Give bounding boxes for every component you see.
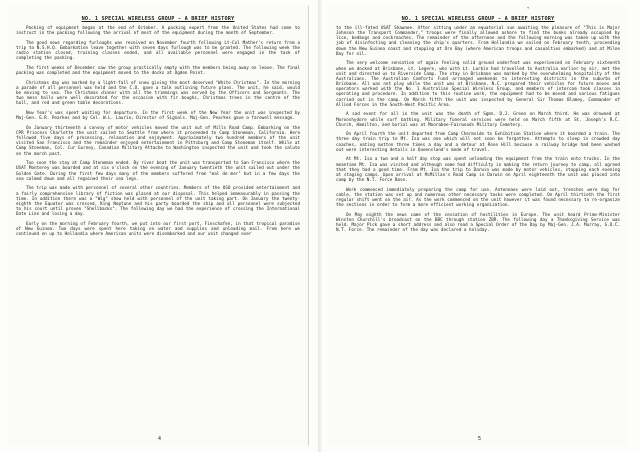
book-gutter	[318, 0, 322, 452]
left-paragraph: Christmas day was marked by a light-fall of snow giving the most deserved "White Christmas". In the morning a parade of all personnel was held and the C.O. gave a talk outlining future plans. The unit, he said, would be moving to sea. The Christmas dinner with all the trimmings was served by the Officers and Sergeants. The two mess halls were well decorated for the occasion with fir boughs, Christmas trees in the centre of the hall, and red and green table decorations.	[16, 80, 300, 107]
right-paragraph: A sad event for all in the unit was the death of Sgmn. D.J. Green on March third. He was drowned at Marooshydore while surf bathing. Military funeral services were held on March fifth at St. Joseph's R.C. Church, Hamilton, and burial was at Moorabee-Fairwoods Military Cemetery.	[336, 112, 620, 128]
left-paragraph: On January thirteenth a convoy of motor vehicles moved the unit out of Mills Road Camp. Embarking on the CPR Princess Charlotte the unit sailed to Seattle from where it proceeded to Camp Stoneman, California. Here followed five days of processing, relaxation and enjoyment. Approximately two hundred members of the unit visited San Francisco and the remainder enjoyed entertainment in Pittsburg and Camp Stoneman itself. While at Camp Stoneman, Col. Cur Gurney, Canadian Military Attache to Washington inspected the unit and took the salute on the march past.	[16, 125, 300, 157]
left-paragraph: New Year's was spent waiting for departure. In the first week of the New Year the unit was inspected by Maj-Gen. G.R. Pearkes and by Col. W.L. Laurie, Director of Signals. Maj-Gen. Pearkes gave a farewell message.	[16, 111, 300, 122]
left-page-number: 4	[158, 436, 162, 442]
right-paragraph: to the ill-fated USAT Shawnee. After sitting under an equatorial sun awaiting the pleasure of "This is Major Johnson the Transport Commander," troops were finally allowed ashore to find the bunks already occupied by lice, bedbugs and cockroaches. The remainder of the afternoon and the following morning was taken up with the job of disinfecting and cleaning the ship's quarters. From Hollandia we sailed on February tenth, proceeding down the New Guinea coast and stopping at Oro Bay (where American troops and casualties embarked) and at Milne Bay for oil.	[336, 26, 620, 57]
left-paragraph: Early on the morning of February fourth, we put into our first port, Finschafen, in that tropical paradise of New Guinea. Two days were spent here taking on water and supplies and unloading mail. From here we continued on up to Hollandia where American units were disembarked and our unit changed over	[16, 221, 300, 238]
right-page-column	[336, 12, 620, 238]
right-paragraph: Work commenced immediately preparing the camp for use. Antennaes were laid out, trenches were dug for cable, the station was set up and numerous other necessary tasks were completed. On April thirtieth the first regular shift went on the air. As the work commenced on the unit however it was found necessary to re-organize the sections in order to form a more efficient working organization.	[336, 187, 620, 209]
left-paragraph: The first weeks of December saw the group practically empty with the members being away on leave. The final packing was completed and the equipment moved to the docks at Ogden Point.	[16, 65, 300, 77]
left-paragraph: Packing of equipment began at the end of October. A packing expert from the United States had come to instruct in the packing following the arrival of most of the equipment during the month of September.	[16, 26, 300, 37]
left-paragraph: The trip was made with personnel of several other countries. Members of the USO provided entertainment and a fairly comprehensive library of fiction was placed at our disposal. This helped immeasurably in passing the time. In addition there was a "Wig" show held with personnel of the unit taking part. On January the twenty-eighth the Equator was crossed, King Neptune and his party boarded the ship and all personnel were subjected to his court until proven "Shellbacks". The following day we had the experience of crossing the International Date Line and losing a day.	[16, 186, 300, 218]
right-paragraph: On May eighth the news came of the cessation of hostilities in Europe. The unit heard Prime-Minister Winston Churchill's broadcast on the BBC through station ZBR. The following day a Thanksgiving Service was held. Major Pick gave a short address and also read a Special Order of the Day by Maj-Gen. J.A. Murray, G.O.C. N.T. Force. The remainder of the day was declared a holiday.	[336, 212, 620, 234]
left-paragraph: Too soon the stay at Camp Stoneman ended. By river boat the unit was transported to San Francisco where the USAT Monterey was boarded and at six o'clock on the evening of January twentieth the unit sailed out under the Golden Gate. During the first few days many of the members suffered from "mal de mer" but in a few days the sea calmed down and all regained their sea legs.	[16, 161, 300, 182]
left-paragraph: The good news regarding furloughs was received on November fourth following Lt-Col Mather's return from a trip to N.S.H.Q. Embarkation leave together with seven days furlough was to be granted. The following week the radio station closed, training classes ended, and all available personnel were engaged in the task of completing the packing.	[16, 40, 300, 62]
right-paragraph: At Mt. Isa a two and a half day stop was spent unloading the equipment from the train onto trucks. In the meantime Mt. Isa was visited and although some had difficulty in making the return journey to camp, all agreed that they had a good time. From Mt. Isa the trip to Darwin was made by motor vehicles, stopping each evening at staging camps. Upon arrival at McMillan's Road Camp in Darwin on April eighteenth the unit was placed into camp by the N.T. Force Base.	[336, 157, 620, 184]
right-paragraph: The very welcome sensation of again feeling solid ground underfoot was experienced on February sixteenth when we docked at Brisbane, Lt. Legere, who with Lt. Larkin had travelled to Australia earlier by air, met the unit and directed us to Riverside Camp. The stay in Brisbane was marked by the overwhelming hospitality of the Australians. The Australian Comforts Fund arranged weekends to interesting districts in the suburbs of Brisbane. All was not play while the unit was at Brisbane. N.C. prepared their vehicles for future moves and operators worked with the No. 1 Australian Special Wireless Group, and members of intercom took classes in operating and procedure. In addition to this routine work, the equipment had to be moved and various fatigues carried out in the camp. On March fifth the unit was inspected by General Sir Thomas Blamey, Commander of Allied Forces in the South-West Pacific Area.	[336, 61, 620, 108]
right-page-header: NO. 1 SPECIAL WIRELESS GROUP - A BRIEF HISTORY	[401, 16, 555, 22]
ornament-mark-icon: ❜	[526, 6, 531, 14]
right-page	[328, 6, 628, 446]
left-page	[8, 6, 309, 446]
right-page-number: 5	[478, 436, 482, 442]
left-page-header: NO. 1 SPECIAL WIRELESS GROUP - A BRIEF HISTORY	[81, 16, 235, 22]
right-paragraph: On April fourth the unit departed from Camp Chermside to Exhibition Station where it boarded a train. The three day train trip to Mt. Isa was one which will not soon be forgotten. Attempts to sleep in crowded day coaches, eating mutton three times a day and a detour at Rose Hill because a railway bridge had been washed out were interesting details in Queensland's mode of travel.	[336, 132, 620, 153]
left-page-column	[16, 12, 300, 242]
